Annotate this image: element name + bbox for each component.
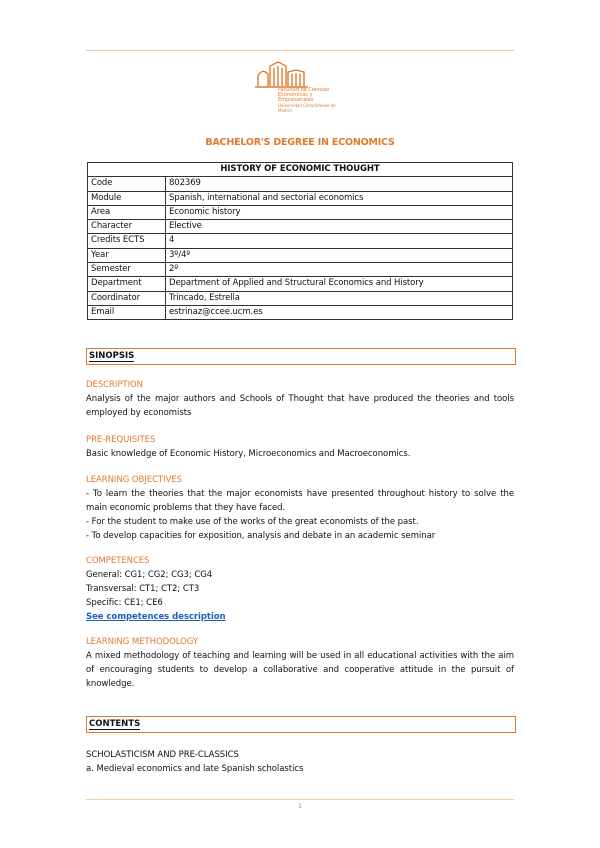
table-row bbox=[88, 277, 513, 291]
row-value: estrinaz@ccee.ucm.es bbox=[166, 305, 513, 319]
row-label: Department bbox=[88, 277, 166, 291]
row-value: Elective bbox=[166, 220, 513, 234]
table-row bbox=[88, 205, 513, 219]
table-row bbox=[88, 263, 513, 277]
section-title: CONTENTS bbox=[89, 719, 141, 729]
table-row bbox=[88, 305, 513, 319]
objective-item: - For the student to make use of the works of the great economists of the past. bbox=[86, 517, 419, 527]
row-value: 802369 bbox=[166, 177, 513, 191]
table-row bbox=[88, 177, 513, 191]
row-value: Department of Applied and Structural Economics and History bbox=[166, 277, 513, 291]
row-label: Credits ECTS bbox=[88, 234, 166, 248]
competences-transversal: Transversal: CT1; CT2; CT3 bbox=[86, 584, 200, 594]
table-row bbox=[88, 220, 513, 234]
row-label: Module bbox=[88, 191, 166, 205]
methodology-heading: LEARNING METHODOLOGY bbox=[86, 637, 199, 647]
row-label: Coordinator bbox=[88, 291, 166, 305]
contents-section: SCHOLASTICISM AND PRE-CLASSICS bbox=[86, 750, 239, 760]
competences-description-link[interactable]: See competences description bbox=[86, 612, 226, 622]
competences-general: General: CG1; CG2; CG3; CG4 bbox=[86, 570, 213, 580]
contents-section-header bbox=[86, 716, 516, 733]
row-value: 4 bbox=[166, 234, 513, 248]
footer-rule bbox=[86, 799, 514, 800]
prerequisites-block bbox=[86, 433, 514, 461]
objectives-block bbox=[86, 473, 514, 543]
row-value: Spanish, international and sectorial economics bbox=[166, 191, 513, 205]
header-rule bbox=[86, 50, 514, 51]
competences-specific: Specific: CE1; CE6 bbox=[86, 598, 163, 608]
course-title: HISTORY OF ECONOMIC THOUGHT bbox=[88, 163, 513, 177]
degree-title: BACHELOR'S DEGREE IN ECONOMICS bbox=[205, 137, 395, 148]
sinopsis-section-header bbox=[86, 348, 516, 365]
table-row bbox=[88, 291, 513, 305]
row-label: Year bbox=[88, 248, 166, 262]
competences-heading: COMPETENCES bbox=[86, 556, 150, 566]
description-text: Analysis of the major authors and Schools of Thought that have produced the theories and tools employed by economists bbox=[86, 394, 514, 418]
prerequisites-heading: PRE-REQUISITES bbox=[86, 435, 156, 445]
row-label: Email bbox=[88, 305, 166, 319]
table-row bbox=[88, 248, 513, 262]
row-label: Area bbox=[88, 205, 166, 219]
contents-item: a. Medieval economics and late Spanish scholastics bbox=[86, 764, 304, 774]
faculty-logo-text: Facultad de Ciencias Económicas y Empresariales Universidad Complutense de Madrid bbox=[278, 87, 336, 113]
objective-item: - To develop capacities for exposition, analysis and debate in an academic seminar bbox=[86, 531, 436, 541]
competences-block bbox=[86, 554, 514, 624]
row-value: 2º bbox=[166, 263, 513, 277]
description-heading: DESCRIPTION bbox=[86, 380, 143, 390]
contents-block bbox=[86, 748, 514, 776]
course-info-table bbox=[87, 162, 513, 320]
row-label: Code bbox=[88, 177, 166, 191]
objective-item: - To learn the theories that the major economists have presented throughout history to solve the main economic problems that they have faced. bbox=[86, 489, 514, 513]
methodology-text: A mixed methodology of teaching and learning will be used in all educational activities with the aim of encouraging students to develop a collaborative and cooperative attitude in the pursuit of knowledge. bbox=[86, 651, 514, 689]
course-title-row bbox=[88, 163, 513, 177]
table-row bbox=[88, 234, 513, 248]
objectives-heading: LEARNING OBJECTIVES bbox=[86, 475, 183, 485]
page-number: 1 bbox=[298, 803, 302, 810]
row-value: Economic history bbox=[166, 205, 513, 219]
section-title: SINOPSIS bbox=[89, 351, 135, 361]
row-label: Character bbox=[88, 220, 166, 234]
row-value: Trincado, Estrella bbox=[166, 291, 513, 305]
table-row bbox=[88, 191, 513, 205]
row-value: 3º/4º bbox=[166, 248, 513, 262]
prerequisites-text: Basic knowledge of Economic History, Microeconomics and Macroeconomics. bbox=[86, 449, 411, 459]
description-block bbox=[86, 378, 514, 420]
row-label: Semester bbox=[88, 263, 166, 277]
methodology-block bbox=[86, 635, 514, 691]
